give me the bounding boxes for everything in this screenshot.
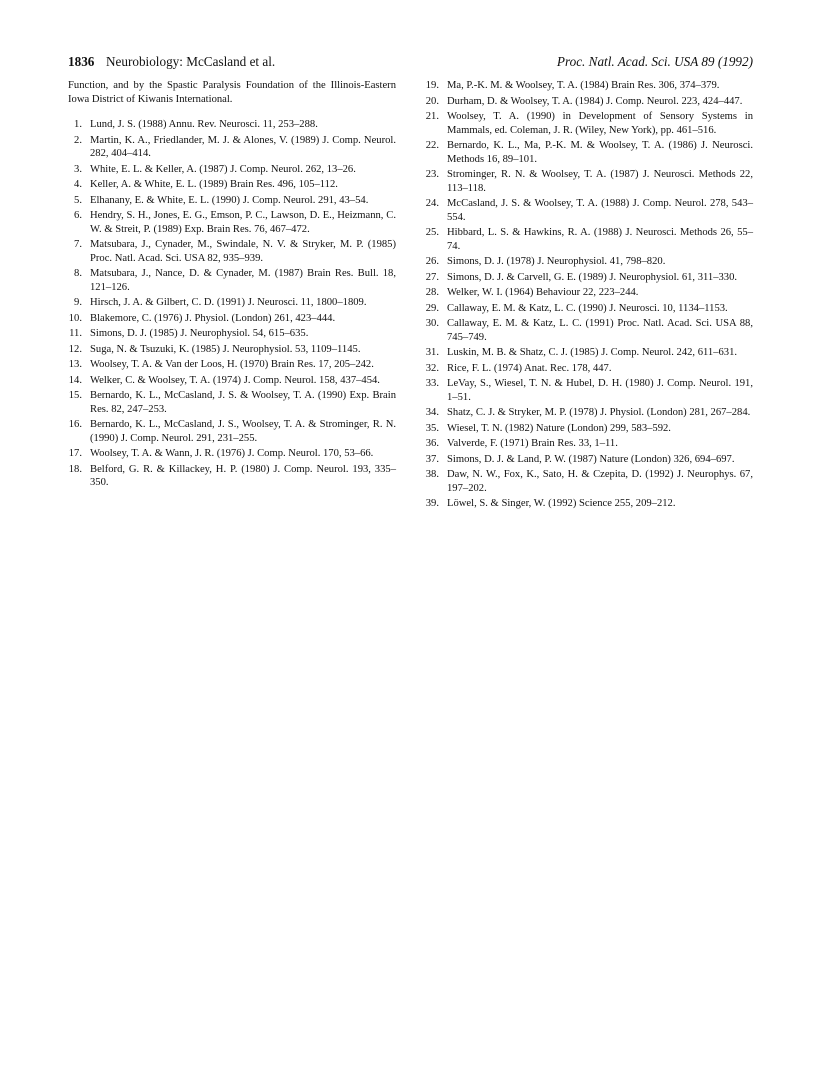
reference-item [68,296,396,310]
reference-text: Callaway, E. M. & Katz, L. C. (1990) J. Neurosci. 10, 1134–1153. [447,302,728,314]
reference-number: 19. [425,80,439,91]
reference-number: 2. [74,134,82,146]
reference-item [425,377,753,404]
reference-item [425,302,753,316]
reference-number: 28. [425,287,439,298]
reference-item [425,346,753,360]
reference-item [425,226,753,253]
reference-item [68,327,396,341]
reference-text: Bernardo, K. L., McCasland, J. S., Woolsey, T. A. & Strominger, R. N. (1990) J. Comp. Neurol. 291, 231–255. [90,419,396,444]
reference-text: Woolsey, T. A. & Wann, J. R. (1976) J. Comp. Neurol. 170, 53–66. [90,448,374,459]
reference-number: 5. [74,194,82,206]
reference-item [425,453,753,467]
reference-text: Welker, W. I. (1964) Behaviour 22, 223–244. [447,287,639,298]
reference-number: 39. [425,498,439,509]
reference-text: Valverde, F. (1971) Brain Res. 33, 1–11. [447,438,618,449]
reference-text: Daw, N. W., Fox, K., Sato, H. & Czepita, D. (1992) J. Neurophys. 67, 197–202. [447,469,753,494]
reference-text: Callaway, E. M. & Katz, L. C. (1991) Proc. Natl. Acad. Sci. USA 88, 745–749. [447,318,753,343]
reference-item [68,209,396,236]
reference-item [68,118,396,132]
reference-text: Martin, K. A., Friedlander, M. J. & Alones, V. (1989) J. Comp. Neurol. 282, 404–414. [90,134,396,159]
reference-text: Matsubara, J., Nance, D. & Cynader, M. (1987) Brain Res. Bull. 18, 121–126. [90,268,396,293]
reference-text: Blakemore, C. (1976) J. Physiol. (London) 261, 423–444. [90,312,336,324]
reference-text: Keller, A. & White, E. L. (1989) Brain Res. 496, 105–112. [90,179,338,190]
reference-item [68,163,396,177]
reference-item [425,362,753,376]
reference-text: Löwel, S. & Singer, W. (1992) Science 255, 209–212. [447,498,676,509]
reference-text: Shatz, C. J. & Stryker, M. P. (1978) J. Physiol. (London) 281, 267–284. [447,407,751,418]
reference-text: Hibbard, L. S. & Hawkins, R. A. (1988) J. Neurosci. Methods 26, 55–74. [447,227,753,252]
reference-text: Matsubara, J., Cynader, M., Swindale, N. V. & Stryker, M. P. (1985) Proc. Natl. Acad. Sci. USA 82, 935–939. [90,239,396,264]
reference-item [425,95,753,109]
reference-number: 9. [74,297,82,308]
reference-number: 36. [425,438,439,449]
reference-number: 22. [425,140,439,151]
reference-number: 34. [425,407,439,418]
reference-item [425,271,753,285]
reference-number: 26. [425,256,439,267]
reference-number: 21. [425,111,439,122]
reference-item [68,238,396,265]
reference-number: 8. [74,268,82,279]
reference-text: Luskin, M. B. & Shatz, C. J. (1985) J. Comp. Neurol. 242, 611–631. [447,347,738,358]
reference-text: Woolsey, T. A. & Van der Loos, H. (1970) Brain Res. 17, 205–242. [90,359,374,370]
reference-item [425,139,753,166]
reference-item [425,255,753,269]
reference-number: 24. [425,198,439,209]
reference-item [68,312,396,326]
reference-text: Wiesel, T. N. (1982) Nature (London) 299, 583–592. [447,422,671,434]
right-column [425,79,753,513]
reference-list-left [68,118,396,490]
reference-item [425,197,753,224]
reference-number: 17. [68,448,82,459]
reference-number: 6. [74,210,82,221]
reference-item [425,168,753,195]
reference-item [425,406,753,420]
reference-text: Rice, F. L. (1974) Anat. Rec. 178, 447. [447,362,612,374]
reference-number: 23. [425,169,439,180]
reference-number: 20. [425,95,439,107]
reference-number: 29. [425,302,439,314]
reference-number: 11. [69,328,82,339]
reference-item [68,374,396,388]
reference-number: 3. [74,163,82,175]
reference-text: Simons, D. J. (1978) J. Neurophysiol. 41, 798–820. [447,256,666,267]
reference-number: 7. [74,239,82,250]
running-title: Neurobiology: McCasland et al. [106,54,276,69]
page-header [68,54,753,74]
reference-text: Bernardo, K. L., Ma, P.-K. M. & Woolsey, T. A. (1986) J. Neurosci. Methods 16, 89–101. [447,140,753,165]
reference-item [68,267,396,294]
reference-item [68,463,396,490]
reference-number: 10. [68,312,82,324]
reference-text: Hirsch, J. A. & Gilbert, C. D. (1991) J. Neurosci. 11, 1800–1809. [90,297,367,308]
reference-text: Strominger, R. N. & Woolsey, T. A. (1987) J. Neurosci. Methods 22, 113–118. [447,169,753,194]
reference-number: 35. [425,422,439,434]
reference-item [425,79,753,93]
reference-item [425,317,753,344]
reference-item [68,194,396,208]
reference-text: Ma, P.-K. M. & Woolsey, T. A. (1984) Brain Res. 306, 374–379. [447,80,720,91]
reference-text: McCasland, J. S. & Woolsey, T. A. (1988) J. Comp. Neurol. 278, 543–554. [447,198,753,223]
reference-number: 31. [425,347,439,358]
reference-number: 18. [68,463,82,475]
reference-item [68,418,396,445]
reference-text: Hendry, S. H., Jones, E. G., Emson, P. C., Lawson, D. E., Heizmann, C. W. & Streit, P. (1989) Exp. Brain Res. 76, 467–472. [90,210,396,235]
reference-number: 33. [425,378,439,389]
reference-item [68,389,396,416]
reference-number: 14. [68,374,82,386]
reference-number: 1. [74,119,82,130]
reference-item [425,437,753,451]
reference-text: Simons, D. J. (1985) J. Neurophysiol. 54, 615–635. [90,328,309,339]
reference-text: Durham, D. & Woolsey, T. A. (1984) J. Comp. Neurol. 223, 424–447. [447,95,743,107]
reference-text: Woolsey, T. A. (1990) in Development of Sensory Systems in Mammals, ed. Coleman, J. R. (Wiley, New York), pp. 461–516. [447,111,753,136]
reference-item [425,286,753,300]
reference-item [68,178,396,192]
reference-text: White, E. L. & Keller, A. (1987) J. Comp. Neurol. 262, 13–26. [90,163,356,175]
reference-item [68,447,396,461]
reference-item [425,422,753,436]
reference-number: 38. [425,469,439,480]
reference-number: 32. [425,362,439,374]
reference-item [68,134,396,161]
reference-number: 25. [425,227,439,238]
reference-item [425,468,753,495]
reference-text: Suga, N. & Tsuzuki, K. (1985) J. Neurophysiol. 53, 1109–1145. [90,343,361,355]
reference-list-right [425,79,753,511]
reference-number: 12. [68,343,82,355]
reference-number: 13. [68,359,82,370]
reference-item [425,497,753,511]
reference-text: Simons, D. J. & Carvell, G. E. (1989) J. Neurophysiol. 61, 311–330. [447,271,738,283]
reference-number: 16. [68,419,82,430]
reference-text: Lund, J. S. (1988) Annu. Rev. Neurosci. 11, 253–288. [90,119,318,130]
reference-number: 37. [425,453,439,465]
reference-text: LeVay, S., Wiesel, T. N. & Hubel, D. H. (1980) J. Comp. Neurol. 191, 1–51. [447,378,753,403]
reference-item [425,110,753,137]
left-column [68,79,396,492]
reference-number: 15. [68,390,82,401]
journal-citation: Proc. Natl. Acad. Sci. USA 89 (1992) [556,54,753,69]
acknowledgment-text: Function, and by the Spastic Paralysis Foundation of the Illinois-Eastern Iowa District of Kiwanis International. [68,80,396,105]
reference-text: Welker, C. & Woolsey, T. A. (1974) J. Comp. Neurol. 158, 437–454. [90,374,380,386]
reference-item [68,358,396,372]
reference-number: 27. [425,271,439,283]
page-number: 1836 [68,54,95,69]
reference-number: 4. [74,179,82,190]
reference-text: Bernardo, K. L., McCasland, J. S. & Woolsey, T. A. (1990) Exp. Brain Res. 82, 247–253. [90,390,396,415]
reference-item [68,343,396,357]
reference-text: Elhanany, E. & White, E. L. (1990) J. Comp. Neurol. 291, 43–54. [90,194,369,206]
reference-text: Simons, D. J. & Land, P. W. (1987) Nature (London) 326, 694–697. [447,453,735,465]
reference-text: Belford, G. R. & Killackey, H. P. (1980) J. Comp. Neurol. 193, 335–350. [90,463,396,488]
reference-number: 30. [425,318,439,329]
